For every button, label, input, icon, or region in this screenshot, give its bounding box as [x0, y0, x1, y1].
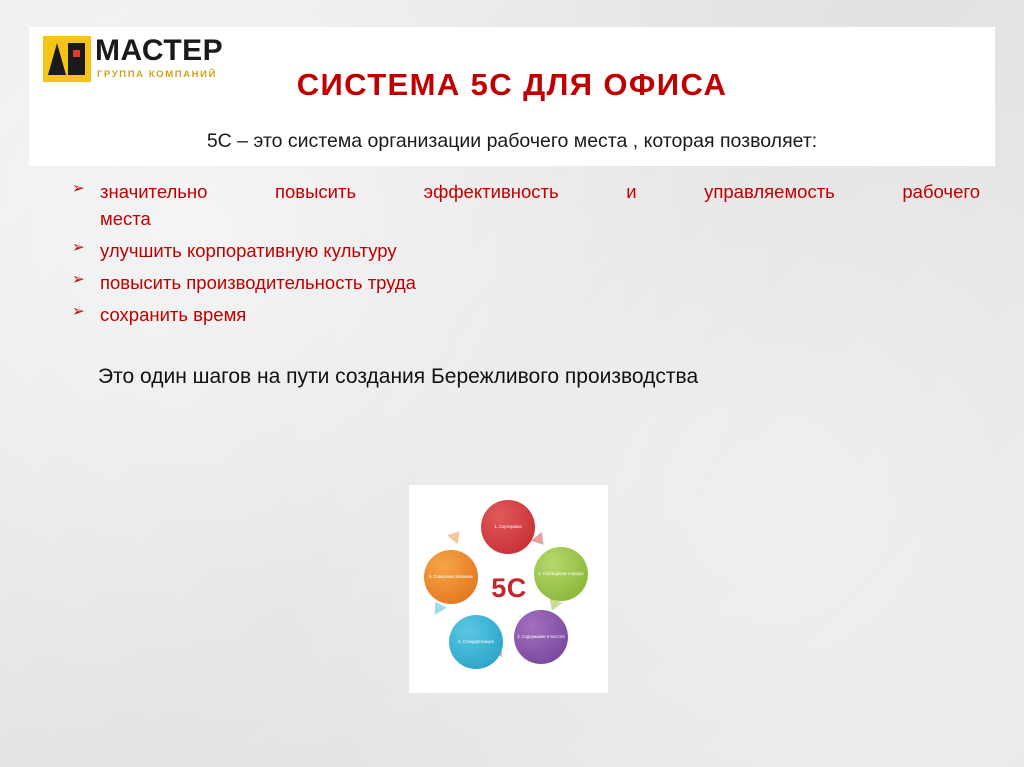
- page-subtitle: 5С – это система организации рабочего места , которая позволяет:: [206, 130, 818, 152]
- list-item-label: сохранить время: [100, 304, 247, 325]
- bullet-list: [62, 178, 980, 333]
- page-title: СИСТЕМА 5С ДЛЯ ОФИСА: [296, 67, 728, 102]
- bullet-marker-icon: ➢: [72, 239, 85, 256]
- list-item-label: значительно повысить эффективность и управляемость рабочего: [100, 181, 980, 202]
- diagram-center-label: 5С: [491, 573, 527, 603]
- list-item-label-continued: места: [100, 208, 151, 229]
- list-item: [62, 178, 980, 232]
- list-item: [62, 301, 972, 328]
- arrow-icon: [447, 527, 465, 544]
- diagram-step-2: 2. Соблюдение порядка: [534, 547, 588, 601]
- bullet-marker-icon: ➢: [72, 180, 85, 197]
- bullet-marker-icon: ➢: [72, 271, 85, 288]
- bullet-marker-icon: ➢: [72, 303, 85, 320]
- closing-statement: Это один шагов на пути создания Бережливого производства: [98, 365, 699, 388]
- diagram-step-5: 5. Совершенствование: [424, 550, 478, 604]
- header-panel: [29, 27, 995, 166]
- list-item-label: повысить производительность труда: [100, 272, 416, 293]
- diagram-step-4: 4. Стандартизация: [449, 615, 503, 669]
- logo-wordmark: МАСТЕР: [95, 34, 224, 67]
- logo-tagline: ГРУППА КОМПАНИЙ: [97, 69, 217, 80]
- list-item: [62, 237, 972, 264]
- list-item-label: улучшить корпоративную культуру: [100, 240, 397, 261]
- five-s-diagram: [409, 485, 608, 693]
- diagram-step-1: 1. Сортировка: [481, 500, 535, 554]
- list-item: [62, 269, 972, 296]
- diagram-step-3: 3. Содержание в чистоте: [514, 610, 568, 664]
